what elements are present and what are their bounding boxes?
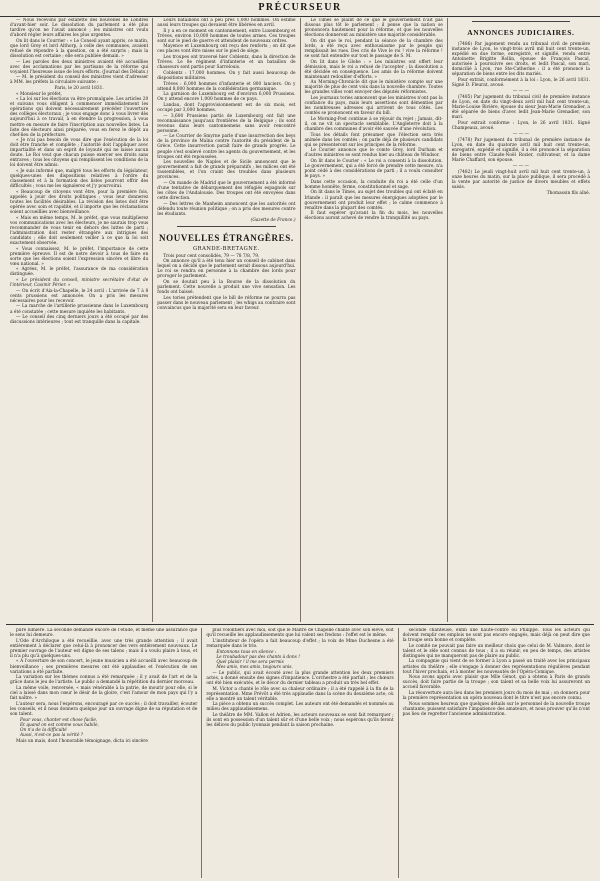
upper-section — [6, 18, 594, 622]
article-paragraph: On annonce qu'il a été tenu hier un conseil de cabinet dans lequel on a décidé que le parlement serait dissous aujourd'hui. Le roi se rendra en personne à la chambre des lords pour proroger le parlement. — [157, 259, 296, 280]
article-paragraph: Le Morning-Post continue à se réjouir du rejet ; Jamais, dit-il, on ne vit un spectacle semblable. L'Angleterre doit à la chambre des communes d'avoir été sauvée d'une révolution. — [304, 116, 443, 132]
verse-line: Et quand on est comme vous habile, — [20, 722, 99, 728]
article-paragraph: Landau, dont l'approvisionnement est de six mois, est occupé par 3,000 hommes. — [157, 102, 296, 113]
article-paragraph: — 3,600 Prussiens partis de Luxembourg ont fait une reconnaissance jusqu'aux frontières de la Belgique ; ils sont revenus dans leurs cantonnemens sans avoir rencontré personne. — [157, 113, 296, 134]
legal-notice: (7478) Par jugement du tribunal de première instance de Lyon, en date du quatorze avril mil huit cent trente-un, enregistré, expédié et signifié, il a été prononcé la séparation de biens entre Claude-Noël Rozier, cultivateur, et la dame Marie Chaffard, son épouse. — [451, 138, 590, 164]
verse-line: Pour vous, chanter est chose facile, — [20, 717, 98, 723]
masthead-title: PRÉCURSEUR — [258, 2, 342, 13]
verse — [20, 718, 197, 738]
article-paragraph: Le théâtre de MM. Vallon et Adrien, les acteurs nouveaux se sont fait remarquer ; ils sont en possession d'un talent sûr et d'une belle voix ; nous espérons qu'ils feront les délices du public lyonnais pendant la saison prochaine. — [206, 713, 394, 729]
article-paragraph: — Des lettres de Manheim annoncent que les autorités ont défendu toute réunion politique ; on a pris des mesures contre les étudiants. — [157, 201, 296, 217]
verse-line: Quel plaisir ! il me sera permis — [216, 659, 284, 665]
article-paragraph: On lit dans le Globe : « Les ministres ont offert leur démission, mais le roi a refusé de l'accepter ; la dissolution a été décidée en conséquence. Les amis de la réforme doivent maintenant redoubler d'efforts. » — [304, 59, 443, 80]
divider — [177, 226, 275, 227]
dateline: Paris, le 20 avril 1831. — [54, 85, 104, 91]
signature: Thomassin fils aîné. — [546, 191, 590, 197]
article-paragraph: « La loi sur les élections va être promulguée. Les articles 20 et suivans vous obligent à commencer immédiatement les opérations qui doivent nécessairement précéder l'ouverture des collèges électoraux ; je vous engage donc à vous livrer dès aujourd'hui à ce travail, à en étendre la progression, à vous mettre en mesure de faire l'inscription aux nouvelles listes. La liste des électeurs ainsi préparée, vous en ferez le dépôt au chef-lieu de la préfecture. — [10, 97, 149, 138]
article-paragraph: La pièce a obtenu un succès complet. Les auteurs ont été demandés et nommés au milieu des applaudissemens. — [206, 702, 394, 713]
article-paragraph: Coblentz : 17,000 hommes. On y fait aussi beaucoup de dispositions militaires. — [157, 70, 296, 81]
article-paragraph: Le comité ne pouvait pas faire un meilleur choix que celui de M. Valmore, dont le talent et le zèle sont connus de tous ; il a su réunir, en peu de temps, des artistes distingués qui ne manqueront pas de plaire au public. — [402, 643, 590, 659]
lower-column-2 — [202, 628, 398, 878]
article-paragraph: — Les paroles des deux ministres avaient été accueillies avec des acclamations par les partisans de la réforme qui voyaient l'heureuse issue de leurs efforts. (Journal des Débats.) — [10, 59, 149, 75]
legal-notice: (7486) Par jugement rendu au tribunal civil de première instance de Lyon, le vingt-trois avril mil huit cent trente-un, expédié en due forme, enregistré, et signifié, rendu entre Antoinette Brigitte Rollin, épouse de François Pascal, autorisée à poursuivre ses droits, et ledit Pascal, son mari, domicilié à Lyon, rue Ste-Catherine : il a été prononcé la séparation de biens entre les dits mariés. — [451, 42, 590, 78]
verse-line: On n'a de la difficulté — [20, 727, 67, 733]
article-paragraph: — Nous recevons par estafette des nouvelles de Londres d'avant-hier soir. Le dissolution du parlement a été plus tardive qu'on ne l'avait annoncé ; les ministres ont voulu d'abord régler leurs affaires les plus urgentes. — [10, 18, 149, 39]
upper-column-4 — [448, 18, 594, 622]
notice-separator: — — — — [512, 164, 530, 170]
article-paragraph: L'auteur sera, nous l'espérons, encouragé par ce succès ; il doit travailler, écouter les conseils, et il nous donnera quelque jour un ouvrage digne de sa réputation et de son talent. — [10, 701, 198, 717]
article-paragraph: — Le Courrier de Smyrne parle d'une insurrection des beys de la province de Maïna contre l'autorité du président de la Grèce. Cette insurrection paraît faire de grands progrès. Le peuple s'est soulevé contre les agents du gouvernement, et les troupes ont été repoussées. — [157, 134, 296, 160]
article-paragraph: M. Victor a chanté le rôle avec sa chaleur ordinaire ; il a été rappelé à la fin de la représentation. Mme Prévôt a été très applaudie dans la scène du deuxième acte, où elle a montré un talent véritable. — [206, 686, 394, 702]
article-paragraph: « Beaucoup de citoyens vont être, pour la première fois, appelés à jouir des droits politiques ; vous leur donnerez toutes les facilités désirables. La révision des listes doit être opérée avec soin et rapidité, et il importe que les réclamations soient accueillies avec bienveillance. — [10, 189, 149, 216]
article-paragraph: Les nouvelles de Naples et de Sicile annoncent que le gouvernement a fait de grands préparatifs ; les milices ont été rassemblées, et l'on craint des troubles dans plusieurs provinces. — [157, 160, 296, 181]
article-paragraph: Nous avons appris avec plaisir que Mlle Génot, qui a obtenu à Paris de grands succès, doit faire partie de la troupe ; son talent et sa belle voix lui assureront un accueil favorable. — [402, 675, 590, 691]
article-paragraph: Le Courier annonce que le comte Grey, lord Durham et d'autres ministres se sont rendus hier au château de Windsor. — [304, 148, 443, 159]
divider — [472, 21, 570, 22]
article-paragraph: La variation sur les thèmes connus a été remarquée ; il y avait de l'art et de la grâce dans le jeu de l'artiste. Le public a demandé la répétition du dernier morceau. — [10, 675, 198, 686]
country-heading: GRANDE-BRETAGNE. — [193, 245, 260, 252]
article-paragraph: pure lumière. La seconde demande encore de l'étude, et même une assurance que le sens lui demeure. — [10, 628, 198, 639]
article-paragraph: Mayence et Luxembourg ont reçu des renforts ; on dit que ces places vont être mises sur le pied de siège. — [157, 44, 296, 55]
legal-notice: Pour extrait conforme : Lyon, le 26 avril 1831. Signé Champeaux, avoué. — [451, 120, 590, 131]
article-paragraph: — La marche de l'artillerie prussienne dans le Luxembourg a été constatée ; cette mesure inquiète les habitants. — [10, 304, 149, 315]
article-paragraph: La réouverture aura lieu dans les premiers jours du mois de mai ; on donnera pour la première représentation un opéra nouveau dont le titre n'est pas encore connu. — [402, 690, 590, 701]
article-paragraph: On dit que le roi, pendant la séance de la chambre des lords, a été reçu avec enthousiasme par le peuple qui remplissait les rues. Des cris de Vive le roi ! vive la réforme ! se sont fait entendre sur tout le passage de S. M. — [304, 38, 443, 59]
article-paragraph: « Mais en même temps, M. le préfet, que vous multiplierez vos communications avec les électeurs, je ne saurais trop vous recommander de vous tenir en dehors des luttes de parti ; l'administration doit rester étrangère aux intrigues des candidats ; elle doit seulement veiller à ce que la loi soit exactement observée. — [10, 215, 149, 246]
article-paragraph: L'Ode d'Archiloque a été recueillie, avec une très grande attention ; il avait entièrement à déclarer que celui-là à prononcer des vers entièrement nouveaux. Le premier ouvrage de l'auteur est digne de ses talens ; mais il a voulu plaire à tous, et il n'a plu qu'à quelques-uns. — [10, 638, 198, 659]
article-paragraph: « Agréez, M. le préfet, l'assurance de ma considération distinguée. — [10, 267, 149, 278]
article-paragraph: Les tories prétendent que le bill de réforme ne pourra pas passer dans le nouveau parlement ; les whigs au contraire sont convaincus que la majorité sera en leur faveur. — [157, 295, 296, 311]
masthead — [0, 0, 600, 17]
article-paragraph: La compagnie qui vient de se former à Lyon a passé un traité avec les principaux artistes du théâtre ; elle s'engage à donner des représentations régulières pendant tout l'hiver prochain, et à monter les nouveautés de l'Opéra-Comique. — [402, 659, 590, 675]
verse-line: Aussi, n'est-ce pas la vérité ? — [20, 732, 84, 738]
article-paragraph: Trèves : 6,000 hommes d'infanterie et 800 lanciers. On y attend 8,000 hommes de la confédération germanique. — [157, 81, 296, 92]
article-paragraph: — Le public, qui avait écouté avec la plus grande attention les deux premiers actes, a donné ensuite des signes d'impatience. L'orchestre a été parfait ; les chœurs ont été bien exécutés, et le décor du dernier tableau a produit un très bel effet. — [206, 670, 394, 687]
foreign-news-heading: NOUVELLES ÉTRANGÈRES. — [159, 232, 294, 243]
article-paragraph: « Je n'ai pas besoin de vous dire que l'exécution de la loi doit être franche et complète ; l'autorité doit l'appliquer avec impartialité et dans un esprit de loyauté qui ne laisse aucun doute. Le Roi veut que chacun puisse exercer ses droits sans entraves ; tous les citoyens qui remplissent les conditions de la loi doivent être admis. — [10, 138, 149, 169]
article-paragraph: Au Morning-Chronicle dit que le ministère compte sur une majorité de plus de cent voix dans la nouvelle chambre. Toutes les grandes villes vont envoyer des députés réformistes. — [304, 80, 443, 96]
article-paragraph: La garnison de Luxembourg est d'environ 6,000 Prussiens. On y attend encore 1,000 hommes de ce pays. — [157, 92, 296, 103]
section-separator — [6, 624, 594, 625]
article-paragraph: « Monsieur le préfet, — [16, 91, 62, 97]
upper-column-2 — [153, 18, 300, 622]
legal-notice: (7485) Par jugement du tribunal civil de première instance de Lyon, en date du vingt-deux avril mil huit cent trente-un, Marie-Louise Rivière, épouse du sieur Jean-Marie Grenadier, a été séparée de biens d'avec ledit Jean-Marie Grenadier, son mari. — [451, 95, 590, 121]
article-paragraph: Mais un mais, dont l'honorable témoignage, dicta ici sincère — [16, 738, 148, 744]
notice-separator: — — — — [512, 89, 530, 95]
article-paragraph: Trois pour cent consolidés, 79 — 78 7/8, 79. — [163, 253, 260, 259]
article-paragraph: — On écrit d'Aix-la-Chapelle, le 24 avril : L'arrivée de 7 à 8 cents prussiens est annoncée. On a pris les mesures nécessaires pour les recevoir. — [10, 288, 149, 304]
article-paragraph: Les journaux tories annoncent que les ministres n'ont pas la confiance du pays, mais leurs assertions sont démenties par les nombreuses adresses qui arrivent de tous côtés. Les comtés se prononcent en faveur du bill. — [304, 96, 443, 117]
article-paragraph: « A l'ouverture de son concert, le jeune musicien a été accueilli avec beaucoup de bienveillance ; ses premières mesures ont été applaudies et l'exécution de ses variations a été parfaite. — [10, 659, 198, 675]
article-paragraph: seconde chanteuse, enfin une haute-contre ou Philippe. Tous les acteurs qui doivent remplir ces emplois ne sont pas encore engagés, mais déjà on peut dire que la troupe sera bonne et complète. — [402, 628, 590, 644]
lower-column-3 — [399, 628, 594, 878]
verse-line: Mes amis, mes amis, toujours unis. — [216, 664, 293, 670]
source-credit: (Gazette de France.) — [250, 217, 296, 223]
article-paragraph: On lit dans le Courier : « Le roi a consenti à la dissolution. Le gouvernement, qui a été forcé de prendre cette mesure, n'a point cédé à des considérations de parti ; il a voulu consulter le pays. » — [304, 159, 443, 180]
signature: « Le président du conseil, ministre secrétaire d'état de l'intérieur, Casimir Périer. » — [10, 278, 149, 289]
article-paragraph: « Je suis informé que, malgré tous les efforts du législateur, quelques-unes des dispositions relatives à l'ordre du classement et à la formation des listes pourront offrir des difficultés ; vous me les signalerez et j'y pourvoirai. — [10, 169, 149, 190]
verse-line: Entonnons tous en silence : — [216, 649, 277, 655]
verse-line: Le troubadour pas des chants à dons ! — [216, 654, 300, 660]
article-paragraph: « Vous connaissez, M. le préfet, l'importance de cette première épreuve. Il est de notre devoir à tous de faire en sorte que les élections soient l'expression sincère et libre du vœu national. » — [10, 246, 149, 267]
article-paragraph: — M. le président du conseil des ministres vient d'adresser à MM. les préfets la circulaire suivante : — [10, 75, 149, 86]
lower-column-1 — [6, 628, 202, 878]
article-paragraph: L'instituteur de l'opéra a fait beaucoup d'effet ; la voix de Mme Duchesne a été remarquée dans le trio. — [206, 638, 394, 649]
article-paragraph: Il y a en ce moment en cantonnement, entre Luxembourg et Trèves, environ 10,000 hommes de toutes armes. Ces troupes sont sur le pied de guerre et attendent de nouveaux ordres. — [157, 28, 296, 44]
article-paragraph: On lit dans le Times, au sujet des troubles qui ont éclaté en Irlande : il paraît que les mesures énergiques adoptées par le gouvernement ont produit leur effet ; le calme commence à renaître dans la plupart des comtés. — [304, 190, 443, 211]
article-paragraph: Tous les détails font présumer que l'élection sera très animée dans les comtés ; on parle déjà de plusieurs candidats qui se présenteront sur les principes de la réforme. — [304, 132, 443, 148]
article-paragraph: Il faut espérer qu'avant la fin du mois, les nouvelles élections auront achevé de rendre la tranquillité au pays. — [304, 211, 443, 222]
article-paragraph: Les troupes ont traversé hier Coblentz, dans la direction de Trèves. Le 8e régiment d'infanterie et un bataillon de chasseurs sont partis pour Sarrelouis. — [157, 55, 296, 71]
article-paragraph: — On mande de Madrid que le gouvernement a été informé d'une tentative de débarquement des réfugiés espagnols sur les côtes de l'Andalousie. Des troupes ont été envoyées dans cette direction. — [157, 180, 296, 202]
notice-separator: — — — — [512, 131, 530, 137]
verse — [216, 650, 393, 670]
article-paragraph: On lit dans le Courrier : « Le Conseil ayant appris, ce matin, que lord Grey et lord Althorp, à celle des communes, avaient refusé de répondre à la question, on a été surpris ; mais la dissolution est certaine ; elle sera publiée demain. » — [10, 38, 149, 59]
article-paragraph: Leurs bataillons ont à peu près 1,000 hommes. On estime aussi leurs troupes qui devaient être libérées en avril. — [157, 18, 296, 29]
article-paragraph: On se doutait peu à la Bourse de la dissolution du parlement. Cette nouvelle a produit une vive sensation. Les fonds ont baissé. — [157, 279, 296, 296]
article-paragraph: Dans cette occasion, la conduite du roi a été celle d'un homme honnête, ferme, constitutionnel et sage. — [304, 179, 443, 190]
article-paragraph: — Le conseil des cinq derniers jours a été occupé par des discussions intérieures ; tout est tranquille dans la capitale. — [10, 315, 149, 326]
feuilleton-section — [6, 628, 594, 878]
legal-notices-heading: ANNONCES JUDICIAIRES. — [467, 28, 575, 37]
article-paragraph: Nous sommes heureux que quelques détails sur le personnel de la nouvelle troupe chantante, puissent satisfaire l'impatience des amateurs, et nous prouver qu'ils n'ont pas lieu de regretter l'ancienne administration. — [402, 701, 590, 717]
article-paragraph: Le Times se plaint de ce que le gouvernement n'ait pas dissous plus tôt le parlement ; il pense que la nation se prononcera hautement pour la réforme, et que les nouvelles élections donneront au ministère une majorité considérable. — [304, 18, 443, 39]
legal-notice: (7482) Le jeudi vingt-huit avril mil huit cent trente-un, à onze heures du matin, sur la place publique, il sera procédé à la vente par autorité de justice de divers meubles et effets saisis. — [451, 170, 590, 191]
upper-column-3 — [301, 18, 448, 622]
article-paragraph: La même voile, renversée, « mais vénérable à la patrie, de mourir pour elle, si le ciel a laissé dans mon cœur le désir de la gloire, c'est l'amour de mon pays qui l'y a fait naître. » — [10, 685, 198, 701]
legal-notice: Pour extrait, conformément à la loi : Lyon, le 26 avril 1831. Signé D. Fleurat, avoué. — [451, 77, 590, 88]
article-paragraph: plus volontiers avec moi, soit que le Maître de Chapelle chante avec son élève, soit qu'il recueille les applaudissements que lui valent ses fredons : l'effet est le même. — [206, 628, 394, 639]
upper-column-1 — [6, 18, 153, 622]
